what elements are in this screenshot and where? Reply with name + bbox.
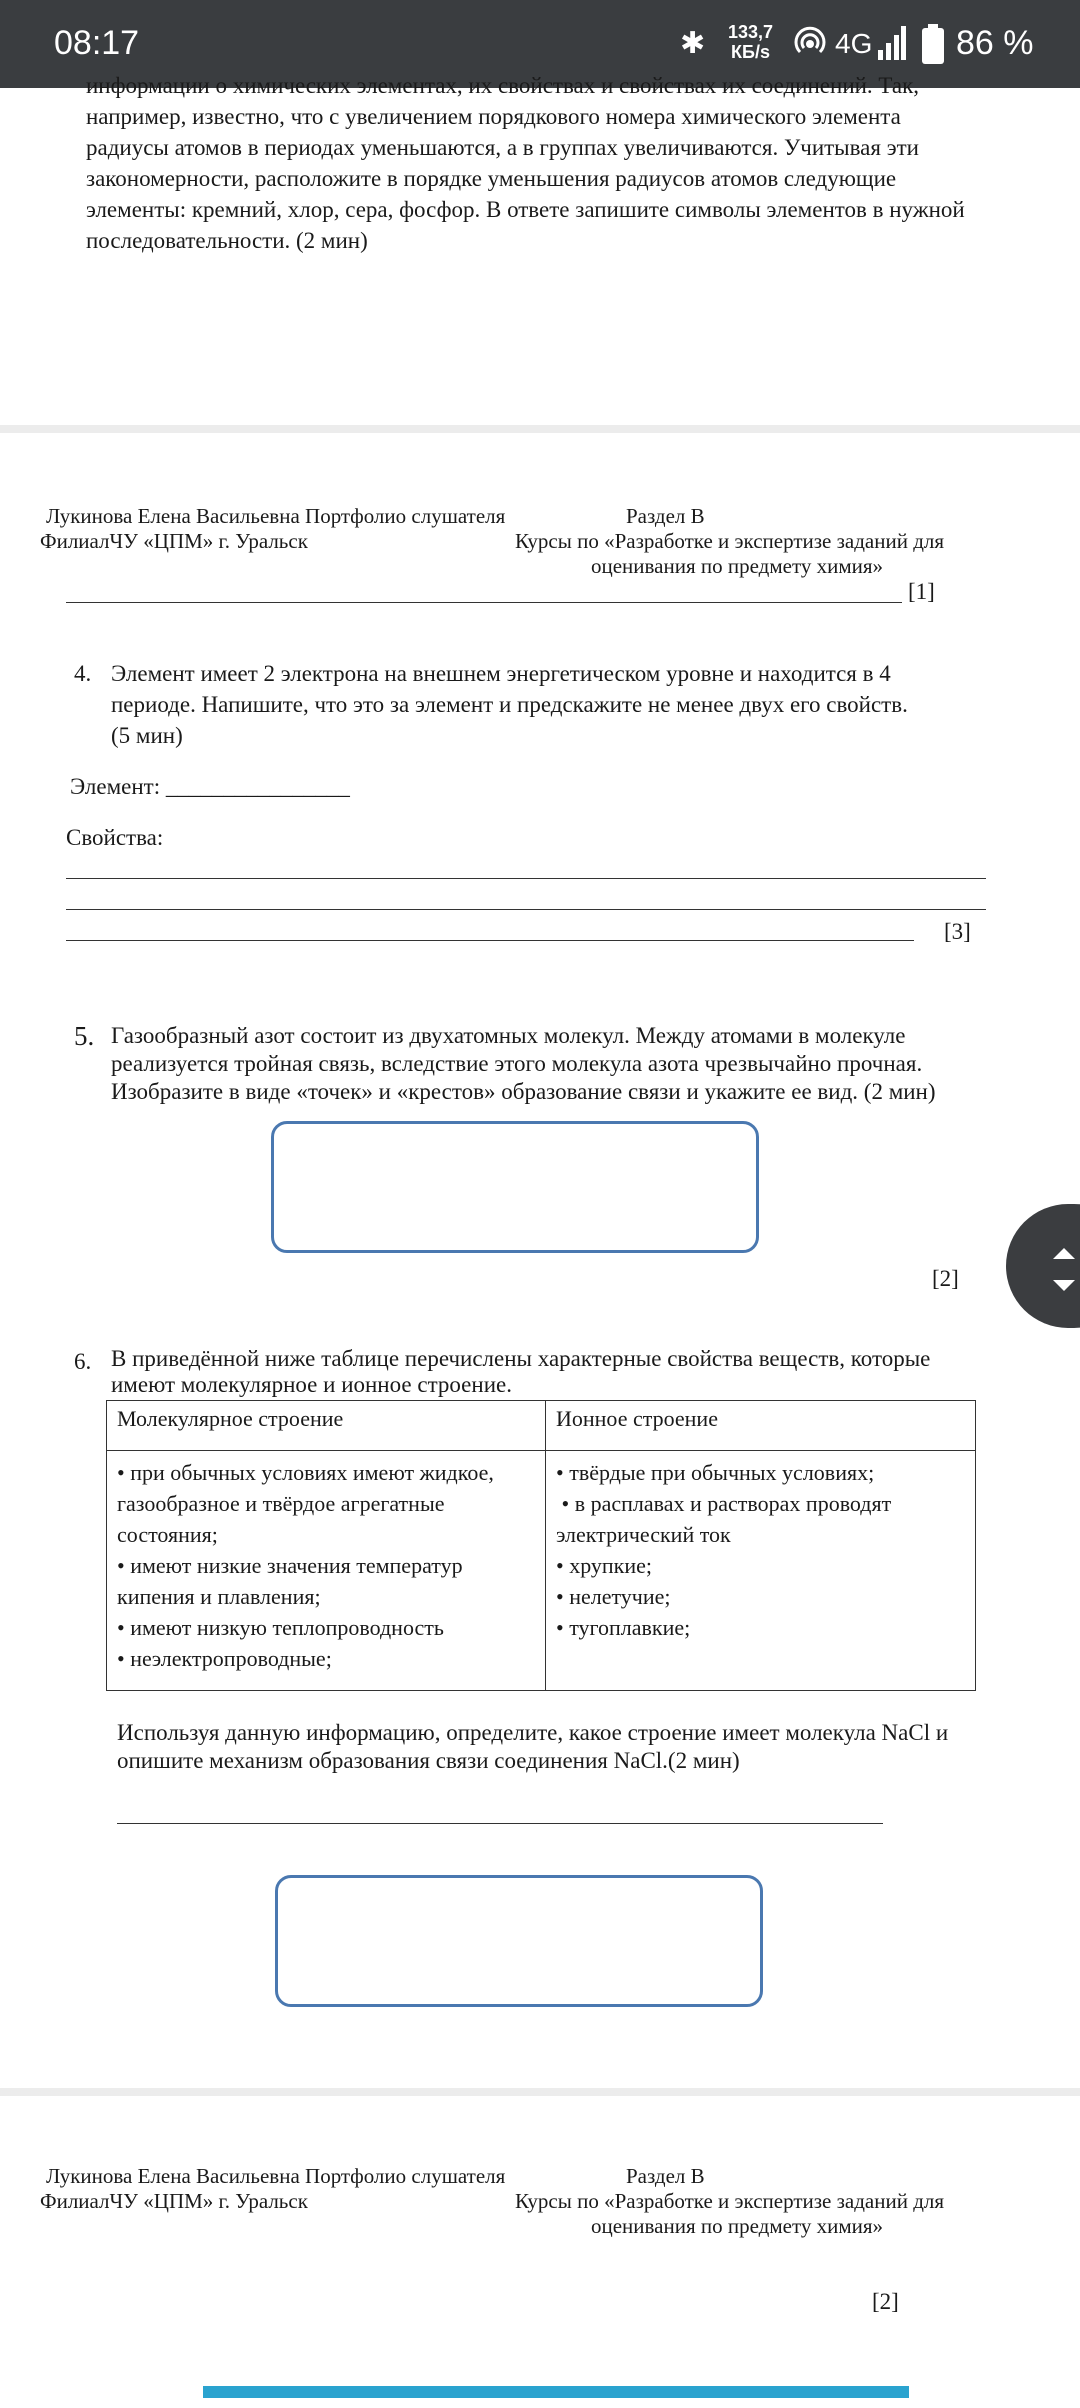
table-cell-line: электрический ток bbox=[556, 1522, 731, 1547]
table-cell-line: • нелетучие; bbox=[556, 1584, 671, 1609]
table-cell-line: кипения и плавления; bbox=[117, 1584, 321, 1609]
table-cell-line: • имеют низкие значения температур bbox=[117, 1553, 463, 1578]
table-cell-line: газообразное и твёрдое агрегатные bbox=[117, 1491, 445, 1516]
header-branch: ФилиалЧУ «ЦПМ» г. Уральск bbox=[40, 2189, 308, 2213]
answer-line bbox=[66, 909, 986, 910]
question-6-task-line: опишите механизм образования связи соединения NaCl.(2 мин) bbox=[117, 1748, 740, 1773]
network-speed: 133,7 КБ/s bbox=[728, 22, 774, 62]
answer-box[interactable] bbox=[271, 1121, 759, 1253]
question-6-task-line: Используя данную информацию, определите, какое строение имеет молекула NaCl и bbox=[117, 1720, 949, 1745]
header-course: Курсы по «Разработке и экспертизе заданий для bbox=[515, 529, 945, 553]
question-6-line: имеют молекулярное и ионное строение. bbox=[111, 1372, 512, 1397]
table-header: Молекулярное строение bbox=[107, 1401, 546, 1451]
table-header: Ионное строение bbox=[546, 1401, 976, 1451]
question-3-line: информации о химических элементах, их свойствах и свойствах их соединений. Так, bbox=[86, 73, 920, 98]
header-author: Лукинова Елена Васильевна Портфолио слушателя bbox=[46, 2164, 506, 2188]
question-3-line: последовательности. (2 мин) bbox=[86, 228, 368, 253]
question-5-line: Изобразите в виде «точек» и «крестов» образование связи и укажите ее вид. (2 мин) bbox=[111, 1079, 936, 1104]
table-cell-line: • при обычных условиях имеют жидкое, bbox=[117, 1460, 494, 1485]
table-cell-line: • неэлектропроводные; bbox=[117, 1646, 332, 1671]
table-cell-molecular bbox=[107, 1451, 546, 1691]
question-3-line: например, известно, что с увеличением порядкового номера химического элемента bbox=[86, 104, 901, 129]
question-6 bbox=[111, 1346, 1041, 1398]
scroll-progress-bar bbox=[203, 2386, 909, 2398]
question-5-line: реализуется тройная связь, вследствие этого молекула азота чрезвычайно прочная. bbox=[111, 1051, 923, 1076]
answer-box[interactable] bbox=[275, 1875, 763, 2007]
header-section: Раздел В bbox=[626, 2164, 705, 2188]
network-type: 4G bbox=[835, 28, 873, 59]
question-5 bbox=[111, 1022, 1051, 1106]
mark: [2] bbox=[932, 1266, 959, 1291]
question-4-line: периоде. Напишите, что это за элемент и предскажите не менее двух его свойств. bbox=[111, 692, 908, 717]
table-cell-line: состояния; bbox=[117, 1522, 218, 1547]
signal-icon bbox=[878, 26, 906, 60]
question-3 bbox=[46, 70, 1046, 256]
status-time: 08:17 bbox=[54, 24, 140, 62]
question-3-line: элементы: кремний, хлор, сера, фосфор. В ответе запишите символы элементов в нужной bbox=[86, 197, 965, 222]
question-3-line: радиусы атомов в периодах уменьшаются, а в группах увеличиваются. Учитывая эти bbox=[86, 135, 919, 160]
page-separator bbox=[0, 2088, 1080, 2096]
properties-table bbox=[106, 1400, 976, 1691]
header-branch: ФилиалЧУ «ЦПМ» г. Уральск bbox=[40, 529, 308, 553]
header-author: Лукинова Елена Васильевна Портфолио слушателя bbox=[46, 504, 506, 528]
scroll-button[interactable] bbox=[1006, 1204, 1080, 1328]
page-separator bbox=[0, 425, 1080, 433]
question-number: 6. bbox=[74, 1349, 92, 1374]
question-number: 5. bbox=[74, 1021, 95, 1051]
header-course: Курсы по «Разработке и экспертизе заданий для bbox=[515, 2189, 945, 2213]
answer-line bbox=[66, 878, 986, 879]
question-6-line: В приведённой ниже таблице перечислены характерные свойства веществ, которые bbox=[111, 1346, 931, 1371]
bluetooth-icon: ✱ bbox=[680, 27, 706, 60]
question-5-line: Газообразный азот состоит из двухатомных молекул. Между атомами в молекуле bbox=[111, 1023, 906, 1048]
answer-line bbox=[66, 940, 914, 941]
scroll-up-down-icon bbox=[1006, 1204, 1080, 1328]
header-course: оценивания по предмету химия» bbox=[591, 554, 884, 578]
table-cell-line: • в расплавах и растворах проводят bbox=[556, 1491, 892, 1516]
mark: [1] bbox=[908, 579, 935, 604]
answer-line bbox=[117, 1823, 883, 1824]
question-4-line: (5 мин) bbox=[111, 723, 183, 748]
question-3-line: закономерности, расположите в порядке уменьшения радиусов атомов следующие bbox=[86, 166, 897, 191]
table-cell-line: • тугоплавкие; bbox=[556, 1615, 691, 1640]
header-course: оценивания по предмету химия» bbox=[591, 2214, 884, 2238]
question-4 bbox=[111, 658, 1031, 751]
header-section: Раздел В bbox=[626, 504, 705, 528]
mark: [2] bbox=[872, 2289, 899, 2314]
table-cell-line: • хрупкие; bbox=[556, 1553, 653, 1578]
battery-icon bbox=[922, 24, 944, 64]
hotspot-icon bbox=[790, 22, 830, 62]
element-label: Элемент: ________________ bbox=[70, 774, 350, 799]
question-number: 4. bbox=[74, 661, 92, 686]
table-cell-ionic bbox=[546, 1451, 976, 1691]
battery-percent: 86 % bbox=[956, 24, 1034, 62]
table-cell-line: • имеют низкую теплопроводность bbox=[117, 1615, 444, 1640]
properties-label: Свойства: bbox=[66, 825, 164, 850]
mark: [3] bbox=[944, 919, 971, 944]
question-6-task bbox=[117, 1719, 1057, 1775]
answer-line bbox=[66, 602, 902, 603]
table-cell-line: • твёрдые при обычных условиях; bbox=[556, 1460, 875, 1485]
question-4-line: Элемент имеет 2 электрона на внешнем энергетическом уровне и находится в 4 bbox=[111, 661, 891, 686]
